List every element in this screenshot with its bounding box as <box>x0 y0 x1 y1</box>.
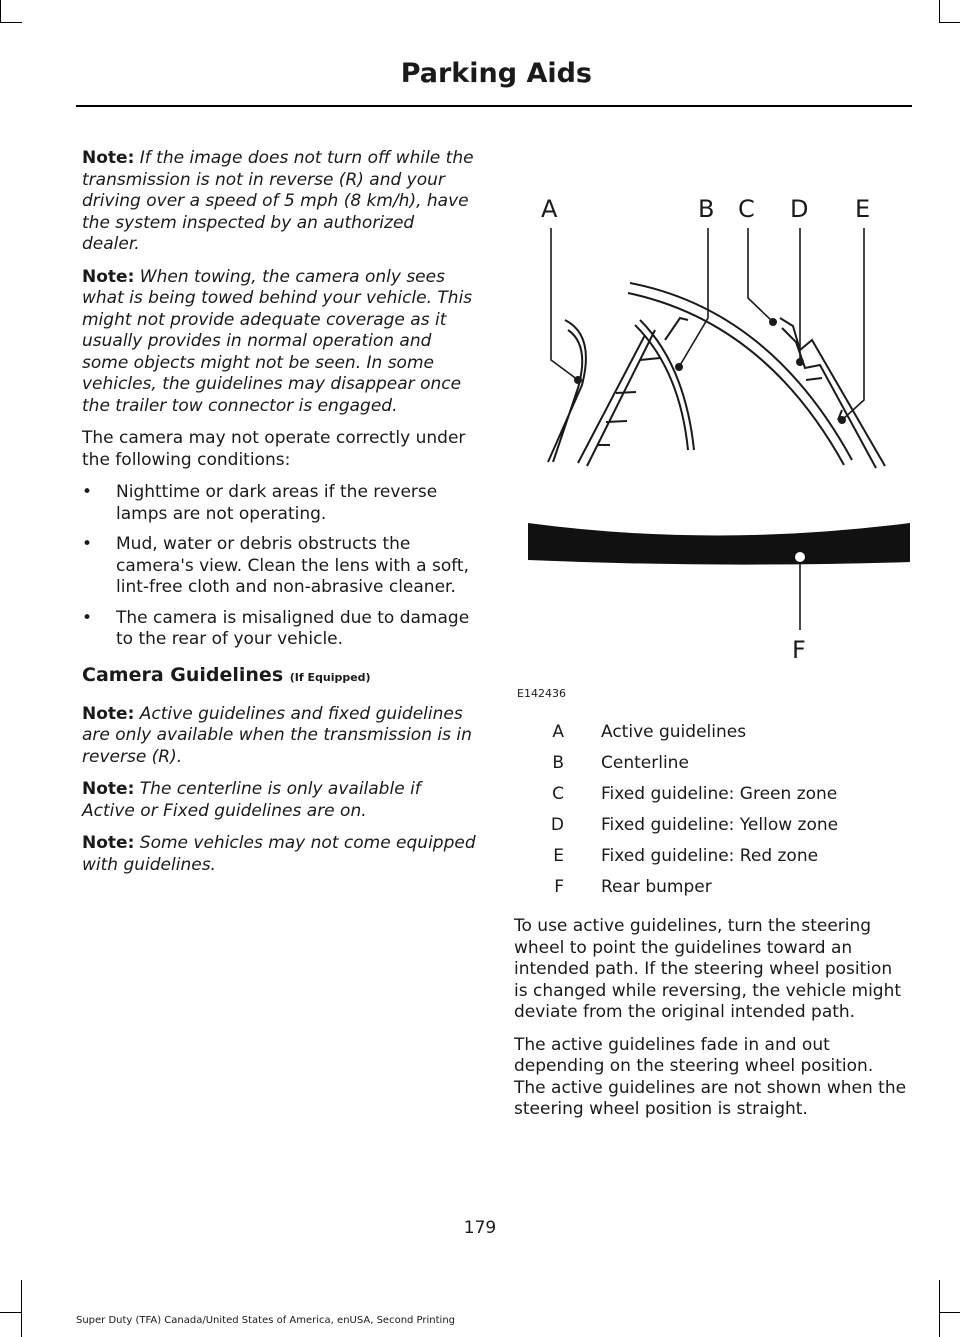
callout-dot-b <box>675 363 683 371</box>
callout-dot-c <box>769 318 777 326</box>
note-paragraph <box>82 779 477 822</box>
callout-dot-f <box>794 551 806 563</box>
legend-value: Fixed guideline: Yellow zone <box>601 815 839 835</box>
page-title: Parking Aids <box>400 58 592 89</box>
note-label: Note: <box>82 779 135 799</box>
legend-row <box>514 753 910 784</box>
section-heading <box>82 663 477 690</box>
list-item <box>82 534 477 599</box>
footer-text: Super Duty (TFA) Canada/United States of America, enUSA, Second Printing <box>76 1315 456 1326</box>
legend-value: Rear bumper <box>601 877 712 897</box>
legend-row <box>514 877 910 908</box>
legend-value: Active guidelines <box>601 722 747 742</box>
conditions-list <box>82 482 477 651</box>
callout-label: D <box>790 195 809 223</box>
crop-mark <box>21 1280 22 1337</box>
legend-key: D <box>550 815 564 835</box>
intro-paragraph: The camera may not operate correctly under the following conditions: <box>82 428 466 470</box>
note-text: The centerline is only available if Active or Fixed guidelines are on. <box>82 779 421 821</box>
callout-label: E <box>855 195 871 223</box>
callout-label: A <box>541 195 558 223</box>
note-paragraph <box>82 267 477 418</box>
callout-line-c <box>748 228 773 322</box>
callout-label: B <box>698 195 715 223</box>
callout-line-e <box>842 228 864 420</box>
legend <box>514 722 910 908</box>
legend-key: E <box>553 846 564 866</box>
callout-line-a <box>551 228 578 380</box>
legend-value: Centerline <box>601 753 689 773</box>
list-item-text: The camera is misaligned due to damage to the rear of your vehicle. <box>116 607 470 649</box>
callout-line-b <box>679 228 708 367</box>
note-label: Note: <box>82 148 135 168</box>
bullet: • <box>82 607 93 628</box>
legend-row <box>514 846 910 877</box>
camera-guidelines-diagram <box>514 190 910 700</box>
legend-row <box>514 784 910 815</box>
body-paragraph: To use active guidelines, turn the steering wheel to point the guidelines toward an intended path. If the steering wheel position is changed while reversing, the vehicle might deviate from the original intended path. <box>514 916 902 1022</box>
list-item <box>82 482 477 525</box>
legend-key: B <box>552 753 564 773</box>
callout-dot-e <box>838 416 846 424</box>
note-text: Some vehicles may not come equipped with guidelines. <box>82 833 476 875</box>
body-paragraph: The active guidelines fade in and out depending on the steering wheel position. The active guidelines are not shown when the steering wheel position is straight. <box>514 1034 907 1119</box>
legend-key: F <box>554 877 564 897</box>
note-label: Note: <box>82 266 135 287</box>
crop-mark <box>939 0 940 22</box>
callout-label: C <box>738 195 755 223</box>
note-text: When towing, the camera only sees what is being towed behind your vehicle. This might not provide adequate coverage as it usually provides in normal operation and some objects might not be seen. In some vehicles, the guidelines may disappear once the trailer tow connector is engaged. <box>82 266 473 416</box>
legend-row <box>514 815 910 846</box>
legend-value: Fixed guideline: Green zone <box>601 784 838 804</box>
note-label: Note: <box>82 833 135 853</box>
note-paragraph <box>82 833 477 876</box>
heading-qualifier: (If Equipped) <box>289 670 371 684</box>
crop-mark <box>939 1312 960 1313</box>
header-divider <box>76 105 912 107</box>
callout-dot-d <box>796 358 804 366</box>
legend-key: A <box>552 722 564 742</box>
image-code: E142436 <box>517 687 566 700</box>
list-item-text: Mud, water or debris obstructs the camera's view. Clean the lens with a soft, lint-free cloth and non-abrasive cleaner. <box>116 534 469 597</box>
bullet: • <box>82 534 93 554</box>
note-text: Active guidelines and fixed guidelines are only available when the transmission is in reverse (R). <box>82 703 472 767</box>
outer-arc <box>628 283 852 465</box>
callout-dot-a <box>574 376 582 384</box>
legend-key: C <box>552 784 564 804</box>
crop-mark <box>0 1312 22 1313</box>
legend-value: Fixed guideline: Red zone <box>601 846 819 866</box>
fixed-guideline-left <box>578 318 688 466</box>
note-label: Note: <box>82 703 135 724</box>
crop-mark <box>939 1280 940 1337</box>
heading-main: Camera Guidelines <box>82 663 284 686</box>
rear-bumper <box>528 523 910 565</box>
crop-mark <box>0 0 1 22</box>
bullet: • <box>82 482 93 502</box>
active-guideline-a <box>548 320 586 462</box>
right-column <box>514 916 910 1132</box>
list-item <box>82 608 477 651</box>
left-column <box>82 148 477 887</box>
callout-label: F <box>792 636 806 664</box>
list-item-text: Nighttime or dark areas if the reverse lamps are not operating. <box>116 482 438 524</box>
page-number: 179 <box>463 1218 497 1238</box>
note-paragraph <box>82 704 477 769</box>
legend-row <box>514 722 910 753</box>
note-paragraph <box>82 148 477 256</box>
note-text: If the image does not turn off while the transmission is not in reverse (R) and your driving over a speed of 5 mph (8 km/h), have the system inspected by an authorized dealer. <box>82 148 474 254</box>
crop-mark <box>939 22 960 23</box>
crop-mark <box>0 22 22 23</box>
